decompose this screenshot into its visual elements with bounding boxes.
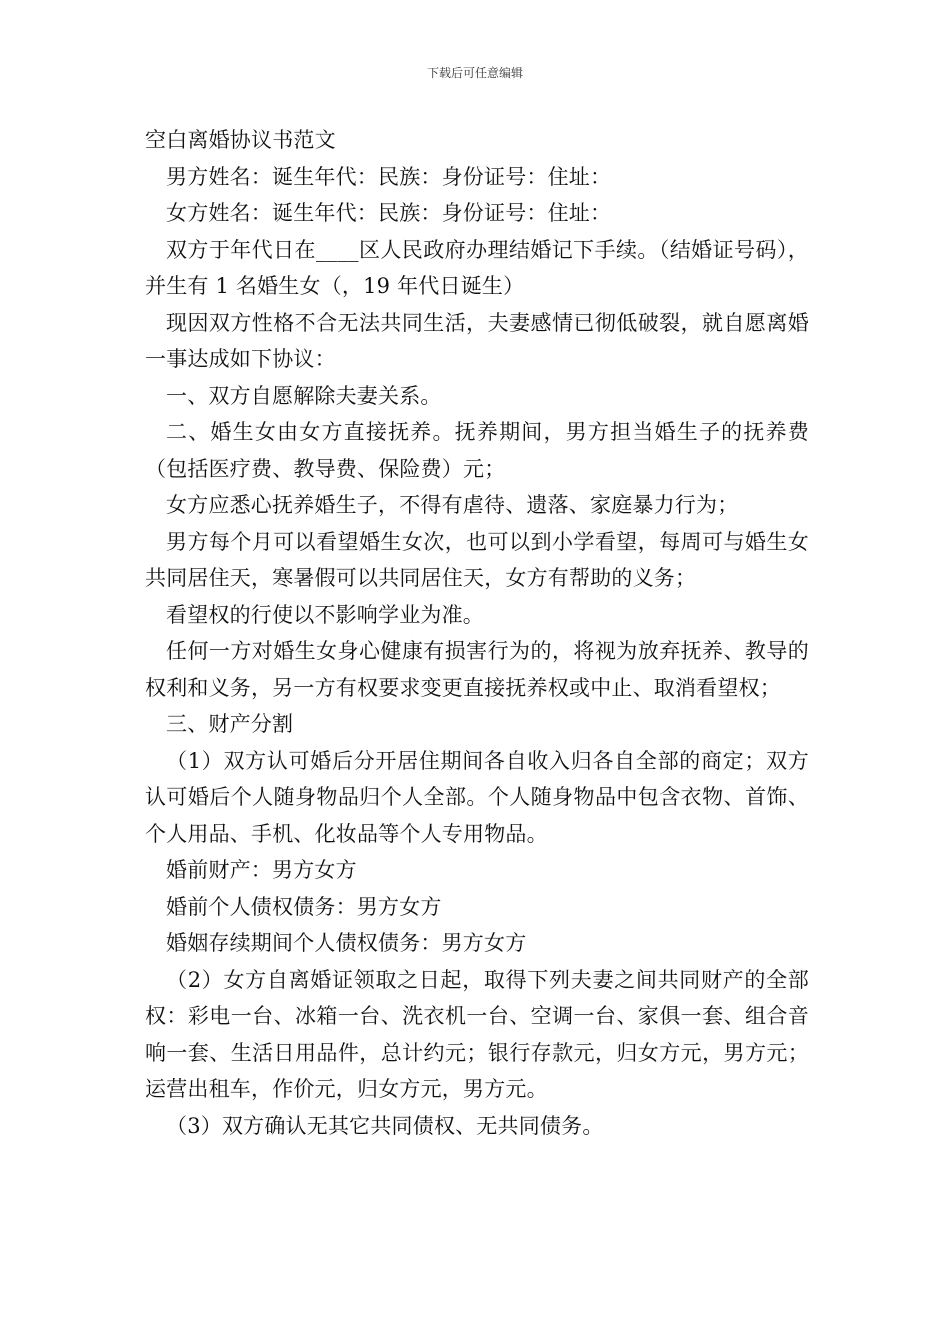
document-title: 空白离婚协议书范文 xyxy=(145,128,336,152)
paragraph-premarital-debts: 婚前个人债权债务：男方女方 xyxy=(166,894,442,919)
paragraph-clause-one: 一、双方自愿解除夫妻关系。 xyxy=(166,383,442,408)
paragraph-property-item-3: （3）双方确认无其它共同债权、无共同债务。 xyxy=(166,1113,604,1138)
paragraph-clause-three-heading: 三、财产分割 xyxy=(166,712,294,736)
paragraph-custody-duty: 女方应悉心抚养婚生子，不得有虐待、遗落、家庭暴力行为； xyxy=(166,493,739,517)
paragraph-visitation-condition: 看望权的行使以不影响学业为准。 xyxy=(166,602,484,627)
paragraph-marriage-registration: 双方于年代日在____区人民政府办理结婚记下手续。（结婚证号码），并生有 1 名婚生女（，19 年代日诞生） xyxy=(145,237,809,298)
page-header-note: 下载后可任意编辑 xyxy=(426,66,523,80)
paragraph-female-info: 女方姓名：诞生年代：民族：身份证号：住址： xyxy=(166,201,612,225)
paragraph-property-item-1: （1）双方认可婚后分开居住期间各自收入归各自全部的商定；双方认可婚后个人随身物品归个人全部。个人随身物品中包含衣物、首饰、个人用品、手机、化妆品等个人专用物品。 xyxy=(145,748,809,846)
paragraph-marital-debts: 婚姻存续期间个人债权债务：男方女方 xyxy=(166,931,527,955)
paragraph-harm-clause: 任何一方对婚生女身心健康有损害行为的，将视为放弃抚养、教导的权利和义务，另一方有权要求变更直接抚养权或中止、取消看望权； xyxy=(145,639,809,700)
paragraph-property-item-2: （2）女方自离婚证领取之日起，取得下列夫妻之间共同财产的全部权：彩电一台、冰箱一台、洗衣机一台、空调一台、家俱一套、组合音响一套、生活日用品件，总计约元；银行存款元，归女方元，男方元；运营出租车，作价元，归女方元，男方元。 xyxy=(145,967,809,1101)
paragraph-male-info: 男方姓名：诞生年代：民族：身份证号：住址： xyxy=(166,164,612,189)
document-body xyxy=(145,122,809,1144)
paragraph-divorce-reason: 现因双方性格不合无法共同生活，夫妻感情已彻低破裂，就自愿离婚一事达成如下协议： xyxy=(145,310,809,371)
paragraph-visitation: 男方每个月可以看望婚生女次，也可以到小学看望，每周可与婚生女共同居住天，寒暑假可以共同居住天，女方有帮助的义务； xyxy=(145,529,809,590)
paragraph-premarital-property: 婚前财产：男方女方 xyxy=(166,858,357,882)
paragraph-clause-two: 二、婚生女由女方直接抚养。抚养期间，男方担当婚生子的抚养费（包括医疗费、教导费、保险费）元； xyxy=(145,420,809,481)
